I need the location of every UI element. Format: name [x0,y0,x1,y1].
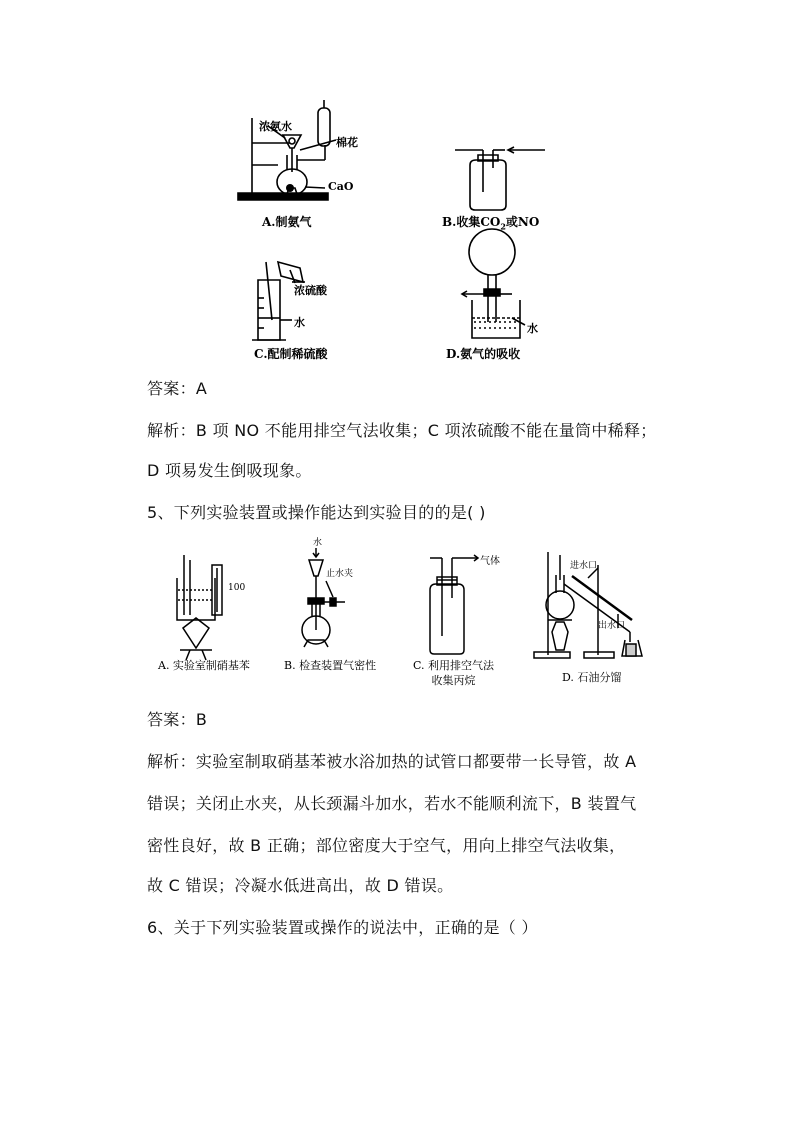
label-conc-ammonia: 浓氨水 [259,120,292,133]
q5-analysis-line-3: 密性良好，故 B 正确；部位密度大于空气，用向上排空气法收集， [147,836,626,855]
label-gas: 气体 [480,556,500,567]
q6-question: 6、关于下列实验装置或操作的说法中，正确的是（ ） [147,918,538,937]
q4-answer: 答案：A [147,379,208,398]
caption-q5-c: C. 利用排空气法 收集丙烷 [413,659,495,687]
q5-answer: 答案：B [147,710,208,729]
caption-a-ammonia: A.制氨气 [262,215,312,229]
caption-q5-a: A. 实验室制硝基苯 [158,659,250,672]
q4-analysis-line-2: D 项易发生倒吸现象。 [147,461,312,480]
caption-q5-d: D. 石油分馏 [562,671,622,684]
label-water-inlet: 进水口 [570,561,598,571]
q5-analysis-line-2: 错误；关闭止水夹，从长颈漏斗加水，若水不能顺利流下，B 装置气 [147,794,637,813]
q5-question: 5、下列实验装置或操作能达到实验目的的是( ) [147,503,486,522]
label-conc-sulfuric-acid: 浓硫酸 [294,284,327,297]
caption-b-gas-collection: B.收集$CO_2$或NO [442,215,540,232]
caption-q5-b: B. 检查装置气密性 [284,659,377,672]
label-water-clamp: 止水夹 [326,569,354,579]
q5-analysis-line-1: 解析：实验室制取硝基苯被水浴加热的试管口都要带一长导管，故 A [147,752,637,771]
label-cao: CaO [328,180,354,193]
caption-d-absorption: D.氨气的吸收 [446,347,521,361]
label-water-outlet: 出水口 [598,621,626,631]
label-cotton: 棉花 [336,136,358,149]
label-100: 100 [228,583,246,593]
caption-c-dilute-acid: C.配制稀硫酸 [254,347,328,361]
q4-analysis-line-1: 解析：B 项 NO 不能用排空气法收集；C 项浓硫酸不能在量筒中稀释； [147,421,657,440]
label-water-d: 水 [527,322,538,335]
label-water-q5b: 水 [313,538,323,548]
q5-analysis-line-4: 故 C 错误；冷凝水低进高出，故 D 错误。 [147,876,454,895]
label-water-c: 水 [294,316,305,329]
